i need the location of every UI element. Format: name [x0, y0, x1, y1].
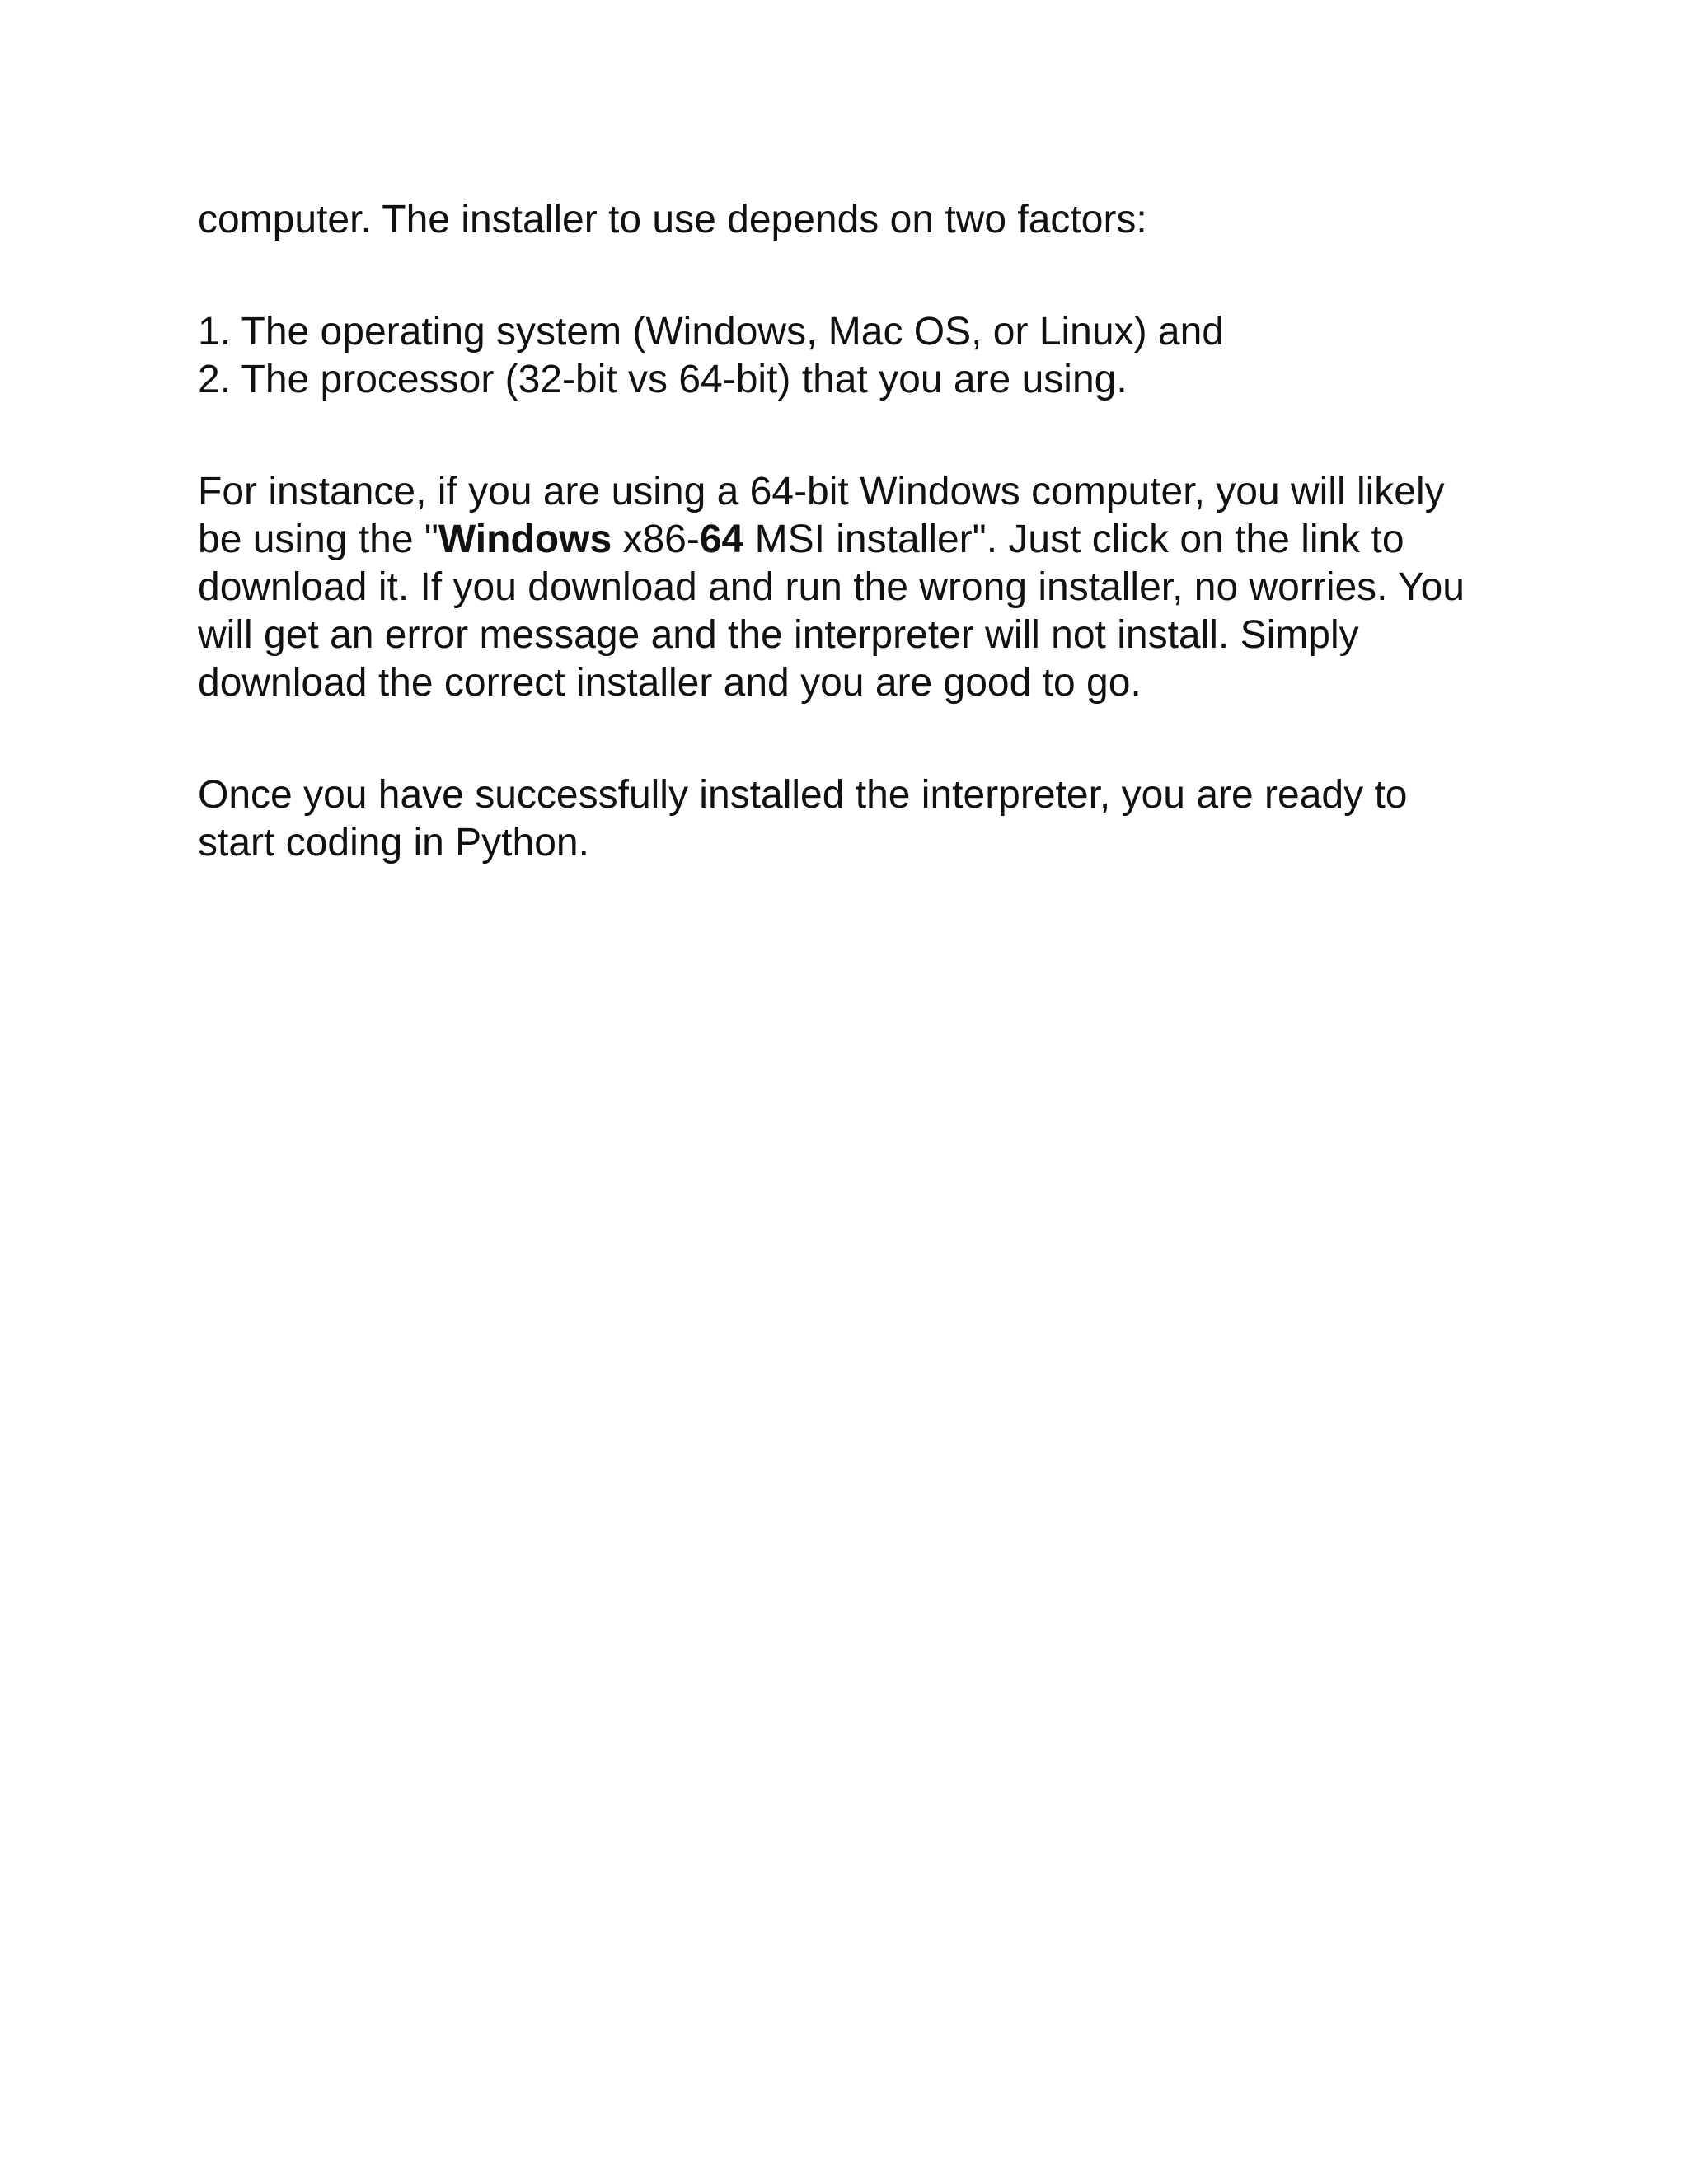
- closing-line-2: start coding in Python.: [198, 821, 589, 865]
- closing-line-1: Once you have successfully installed the interpreter, you are ready to: [198, 773, 1408, 817]
- closing-paragraph: [198, 771, 1500, 867]
- instance-line-3: download it. If you download and run the wrong installer, no worries. You: [198, 565, 1465, 609]
- instance-line-2-mid: x86-: [612, 518, 700, 561]
- factor-item-os: 1. The operating system (Windows, Mac OS, or Linux) and: [198, 310, 1224, 354]
- instance-line-1: For instance, if you are using a 64-bit Windows computer, you will likely: [198, 470, 1445, 513]
- instance-line-2-suffix: MSI installer". Just click on the link to: [743, 518, 1404, 561]
- instance-line-5: download the correct installer and you are good to go.: [198, 661, 1142, 705]
- instance-line-2: [198, 516, 1500, 564]
- bold-windows-text: Windows: [438, 518, 612, 561]
- bold-64-text: 64: [699, 518, 744, 561]
- factors-list: [198, 308, 1500, 404]
- instance-line-2-prefix: be using the ": [198, 518, 438, 561]
- intro-paragraph: [198, 196, 1500, 244]
- instance-line-4: will get an error message and the interpreter will not install. Simply: [198, 613, 1359, 657]
- intro-line: computer. The installer to use depends on two factors:: [198, 198, 1147, 241]
- instance-paragraph: [198, 468, 1500, 707]
- document-body: [198, 196, 1500, 867]
- factor-item-processor: 2. The processor (32-bit vs 64-bit) that you are using.: [198, 358, 1128, 401]
